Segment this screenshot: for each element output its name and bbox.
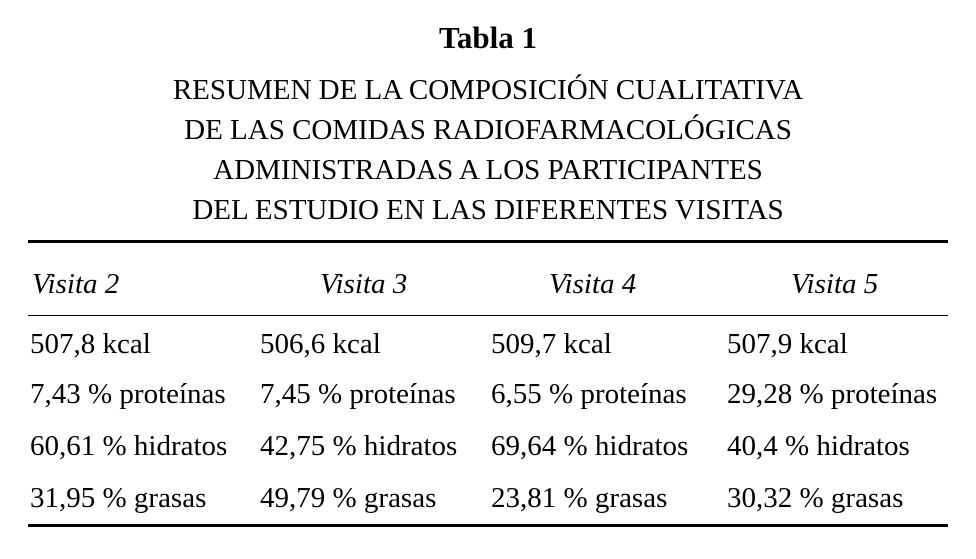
table-cell-grasas: 49,79 % grasas xyxy=(260,482,437,514)
header-rule xyxy=(28,315,948,316)
column-header-visita-3: Visita 3 xyxy=(320,268,408,300)
column-header-visita-2: Visita 2 xyxy=(32,268,120,300)
table-cell-proteinas: 6,55 % proteínas xyxy=(491,378,687,410)
caption-line: ADMINISTRADAS A LOS PARTICIPANTES xyxy=(213,154,763,186)
table-top-rule xyxy=(28,240,948,243)
table-cell-hidratos: 42,75 % hidratos xyxy=(260,430,458,462)
table-cell-kcal: 506,6 kcal xyxy=(260,328,381,360)
caption-line: DEL ESTUDIO EN LAS DIFERENTES VISITAS xyxy=(192,194,784,226)
table-cell-kcal: 509,7 kcal xyxy=(491,328,612,360)
table-cell-proteinas: 7,43 % proteínas xyxy=(30,378,226,410)
column-header-visita-4: Visita 4 xyxy=(549,268,637,300)
column-header-visita-5: Visita 5 xyxy=(791,268,879,300)
table-cell-hidratos: 69,64 % hidratos xyxy=(491,430,689,462)
caption-line: DE LAS COMIDAS RADIOFARMACOLÓGICAS xyxy=(184,114,792,146)
table-cell-grasas: 23,81 % grasas xyxy=(491,482,668,514)
table-cell-grasas: 30,32 % grasas xyxy=(727,482,904,514)
table-cell-kcal: 507,8 kcal xyxy=(30,328,151,360)
table-cell-grasas: 31,95 % grasas xyxy=(30,482,207,514)
table-cell-proteinas: 29,28 % proteínas xyxy=(727,378,938,410)
table-bottom-rule xyxy=(28,524,948,527)
table-cell-kcal: 507,9 kcal xyxy=(727,328,848,360)
caption-line: RESUMEN DE LA COMPOSICIÓN CUALITATIVA xyxy=(172,74,804,106)
table-number: Tabla 1 xyxy=(439,20,537,55)
table-caption xyxy=(0,70,976,230)
table-cell-hidratos: 60,61 % hidratos xyxy=(30,430,228,462)
table-cell-proteinas: 7,45 % proteínas xyxy=(260,378,456,410)
table-cell-hidratos: 40,4 % hidratos xyxy=(727,430,910,462)
